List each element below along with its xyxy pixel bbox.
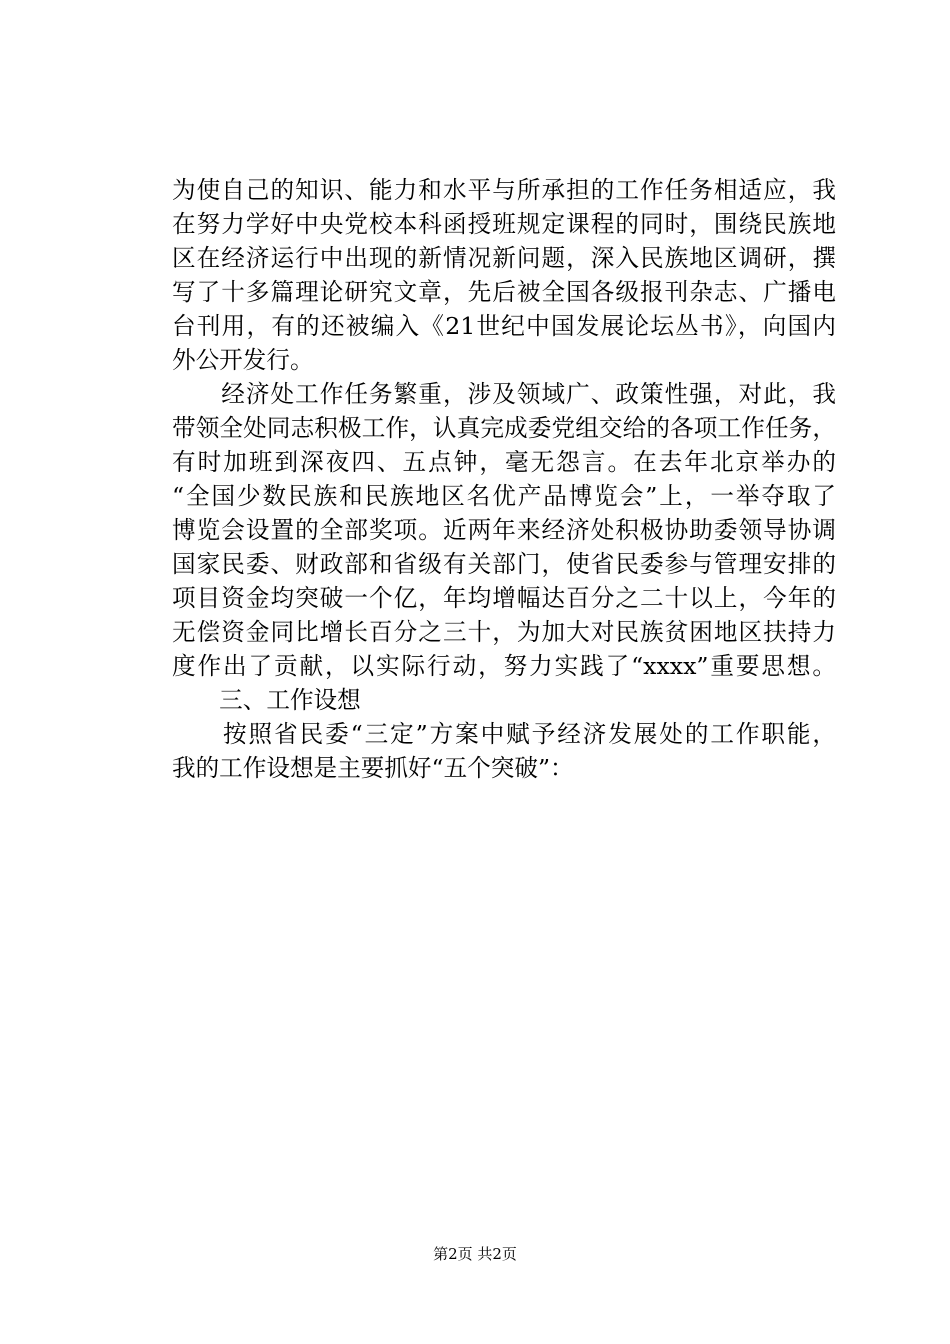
text-line: 在努力学好中央党校本科函授班规定课程的同时，围绕民族地 (172, 210, 836, 238)
page-number: 第2页 共2页 (433, 1245, 517, 1263)
text-line: 带领全处同志积极工作，认真完成委党组交给的各项工作任务， (172, 414, 836, 442)
text-line: 项目资金均突破一个亿，年均增幅达百分之二十以上，今年的 (172, 584, 836, 612)
text-line: 国家民委、财政部和省级有关部门，使省民委参与管理安排的 (172, 550, 836, 578)
text-line: 度作出了贡献，以实际行动，努力实践了“xxxx”重要思想。 (172, 652, 836, 680)
text-line: 为使自己的知识、能力和水平与所承担的工作任务相适应，我 (172, 176, 836, 204)
text-line: 按照省民委“三定”方案中赋予经济发展处的工作职能， (172, 720, 836, 748)
text-line: 写了十多篇理论研究文章，先后被全国各级报刊杂志、广播电 (172, 278, 836, 306)
text-line: 无偿资金同比增长百分之三十，为加大对民族贫困地区扶持力 (172, 618, 836, 646)
text-line: 有时加班到深夜四、五点钟，毫无怨言。在去年北京举办的 (172, 448, 836, 476)
text-line: 外公开发行。 (172, 346, 314, 374)
page-footer (0, 1244, 950, 1264)
text-line: 我的工作设想是主要抓好“五个突破”： (172, 754, 574, 782)
text-line: 台刊用，有的还被编入《21世纪中国发展论坛丛书》，向国内 (172, 312, 836, 340)
section-heading: 三、工作设想 (172, 686, 361, 714)
text-line: “全国少数民族和民族地区名优产品博览会”上，一举夺取了 (172, 482, 836, 510)
body-text (172, 173, 836, 785)
text-line: 区在经济运行中出现的新情况新问题，深入民族地区调研，撰 (172, 244, 836, 272)
text-line: 经济处工作任务繁重，涉及领域广、政策性强，对此，我 (172, 380, 836, 408)
text-line: 博览会设置的全部奖项。近两年来经济处积极协助委领导协调 (172, 516, 836, 544)
